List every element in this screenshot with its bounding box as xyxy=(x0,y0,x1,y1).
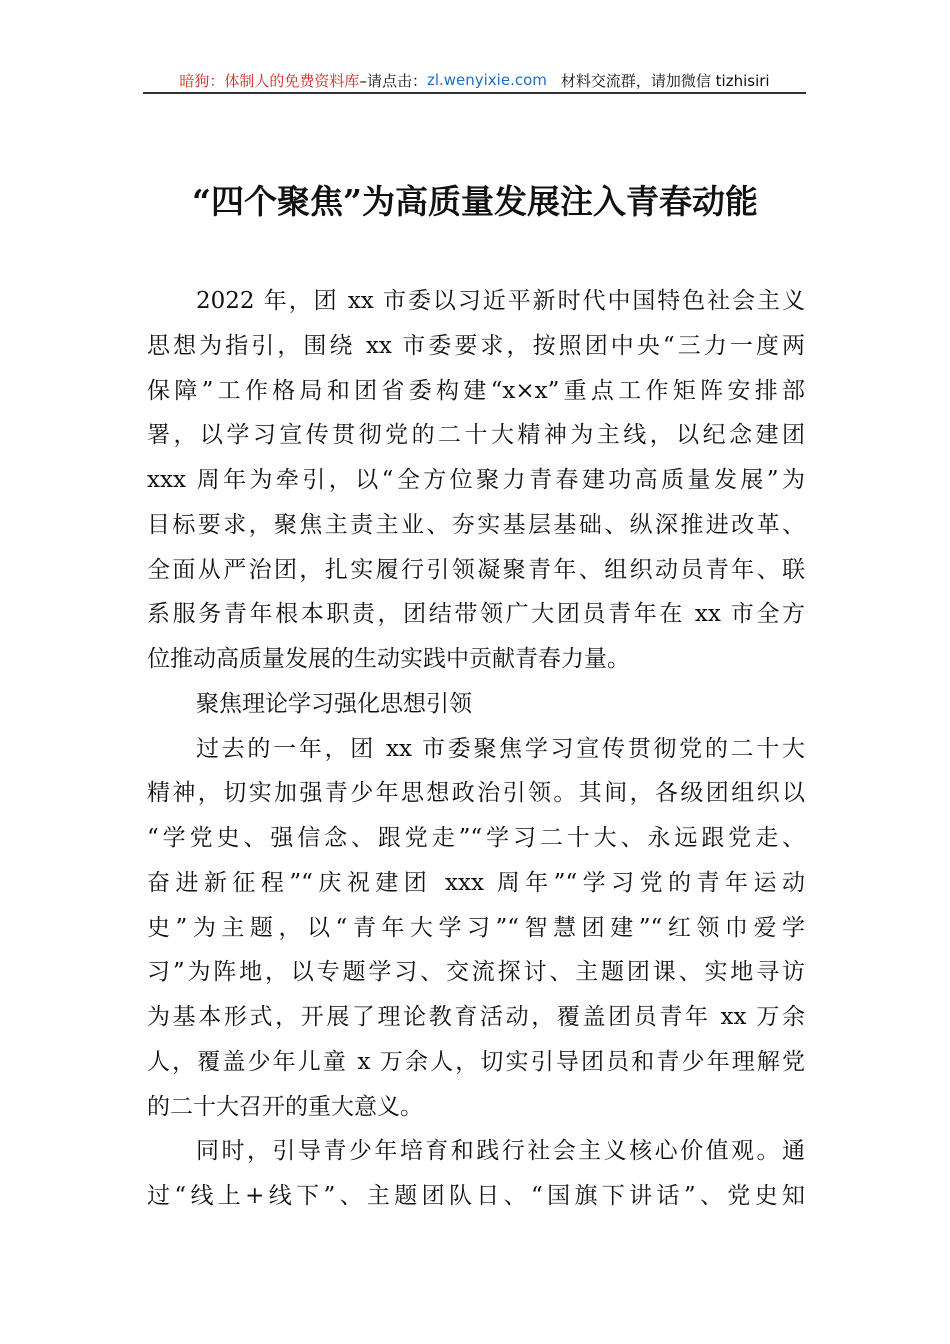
document-title: “四个聚焦”为高质量发展注入青春动能 xyxy=(192,182,758,221)
paragraph-line: 史”为主题，以“青年大学习”“智慧团建”“红领巾爱学 xyxy=(147,914,805,941)
header-contact-text: 材料交流群，请加微信 tizhisiri xyxy=(560,71,770,90)
paragraph-line: 精神，切实加强青少年思想政治引领。其间，各级团组织以 xyxy=(147,780,805,807)
paragraph-line: 目标要求，聚焦主责主业、夯实基层基础、纵深推进改革、 xyxy=(147,511,805,538)
paragraph-line: 奋进新征程”“庆祝建团 xxx 周年”“学习党的青年运动 xyxy=(147,869,805,896)
paragraph-line: 保障”工作格局和团省委构建“x×x”重点工作矩阵安排部 xyxy=(147,377,805,404)
header-link[interactable]: zl.wenyixie.com xyxy=(426,71,547,89)
paragraph-line: 过“线上+线下”、主题团队日、“国旗下讲话”、党史知 xyxy=(147,1183,805,1209)
paragraph-line: 思想为指引，围绕 xx 市委要求，按照团中央“三力一度两 xyxy=(147,332,805,359)
paragraph-line: 习”为阵地，以专题学习、交流探讨、主题团课、实地寻访 xyxy=(147,959,805,986)
paragraph-line: 署，以学习宣传贯彻党的二十大精神为主线，以纪念建团 xyxy=(147,422,805,449)
paragraph-line: xxx 周年为牵引，以“全方位聚力青春建功高质量发展”为 xyxy=(147,467,805,493)
section-heading: 聚焦理论学习强化思想引领 xyxy=(196,690,472,717)
paragraph-line: 的二十大召开的重大意义。 xyxy=(147,1093,423,1120)
paragraph-line: 为基本形式，开展了理论教育活动，覆盖团员青年 xx 万余 xyxy=(147,1004,805,1030)
page-header xyxy=(143,68,806,94)
header-site-name: 暗狗：体制人的免费资料库 xyxy=(179,71,360,90)
paragraph-line: 位推动高质量发展的生动实践中贡献青春力量。 xyxy=(147,646,630,672)
paragraph-line: 2022 年，团 xx 市委以习近平新时代中国特色社会主义 xyxy=(196,288,805,314)
document-body xyxy=(147,279,805,1219)
paragraph-line: 系服务青年根本职责，团结带领广大团员青年在 xx 市全方 xyxy=(147,601,805,628)
paragraph-line: 人，覆盖少年儿童 x 万余人，切实引导团员和青少年理解党 xyxy=(147,1048,805,1075)
paragraph-line: 过去的一年，团 xx 市委聚焦学习宣传贯彻党的二十大 xyxy=(196,735,805,762)
paragraph-line: 全面从严治团，扎实履行引领凝聚青年、组织动员青年、联 xyxy=(147,556,805,583)
paragraph-line: “学党史、强信念、跟党走”“学习二十大、永远跟党走、 xyxy=(147,825,805,851)
paragraph-line: 同时，引导青少年培育和践行社会主义核心价值观。通 xyxy=(196,1138,805,1165)
header-click-text: –请点击： xyxy=(359,71,427,90)
